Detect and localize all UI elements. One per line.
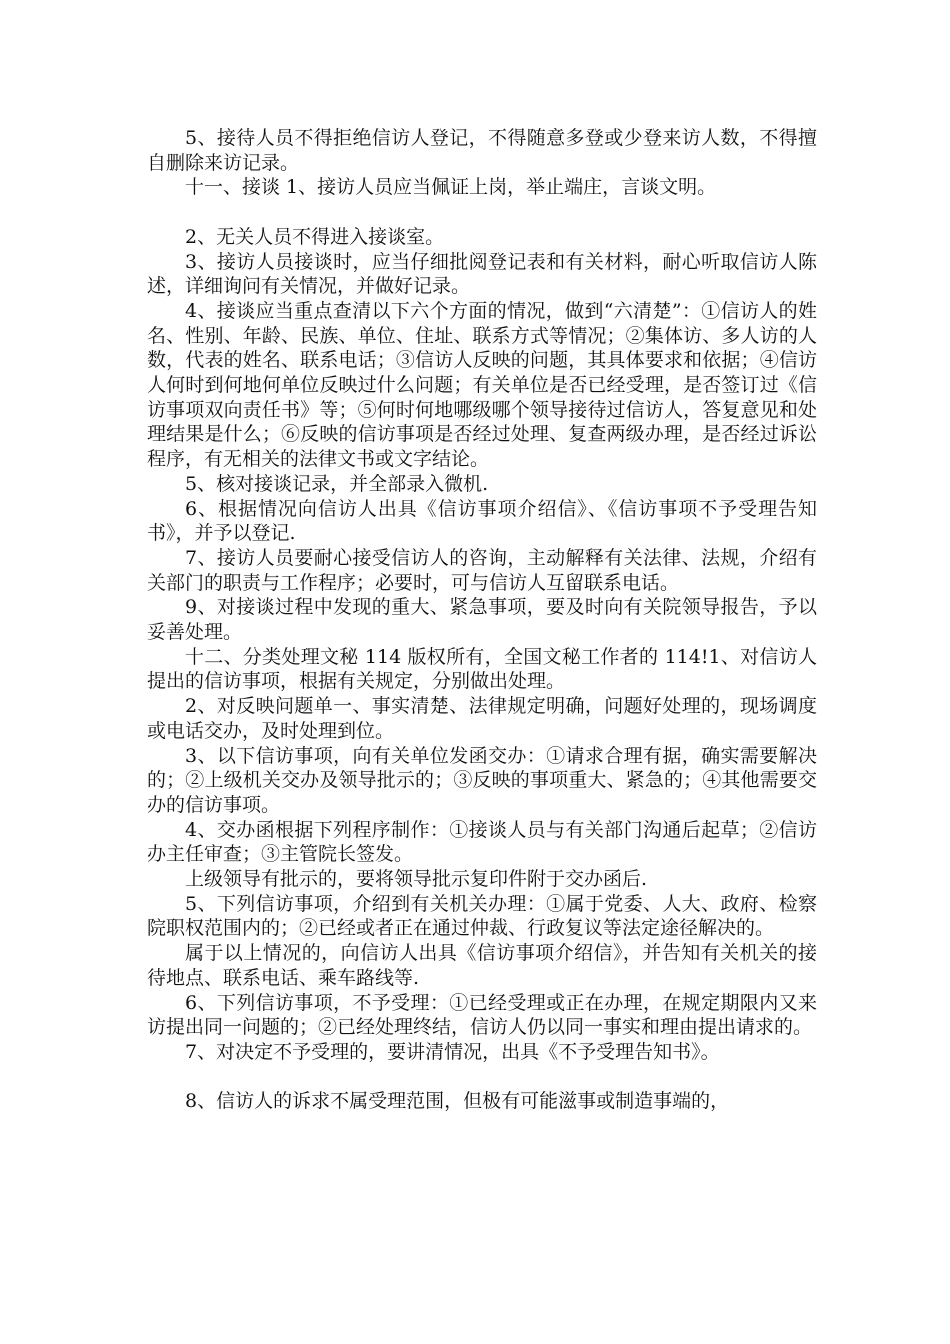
paragraph: 6、根据情况向信访人出具《信访事项介绍信》、《信访事项不予受理告知书》，并予以登记. [147,497,817,545]
paragraph: 十二、分类处理文秘 114 版权所有，全国文秘工作者的 114!1、对信访人提出的信访事项，根据有关规定，分别做出处理。 [147,645,817,693]
paragraph: 6、下列信访事项，不予受理：①已经受理或正在办理，在规定期限内又来访提出同一问题的；②已经处理终结，信访人仍以同一事实和理由提出请求的。 [147,991,817,1039]
paragraph: 上级领导有批示的，要将领导批示复印件附于交办函后. [185,868,648,891]
paragraph: 8、信访人的诉求不属受理范围，但极有可能滋事或制造事端的， [185,1090,730,1113]
paragraph: 3、接访人员接谈时，应当仔细批阅登记表和有关材料，耐心听取信访人陈述，详细询问有关情况，并做好记录。 [147,250,817,298]
document-body [147,126,817,1114]
paragraph: 4、接谈应当重点查清以下六个方面的情况，做到“六清楚”：①信访人的姓名、性别、年龄、民族、单位、住址、联系方式等情况；②集体访、多人访的人数，代表的姓名、联系电话；③信访人反映的问题，其具体要求和依据；④信访人何时到何地何单位反映过什么问题；有关单位是否已经受理，是否签订过《信访事项双向责任书》等；⑤何时何地哪级哪个领导接待过信访人，答复意见和处理结果是什么；⑥反映的信访事项是否经过处理、复查两级办理，是否经过诉讼程序，有无相关的法律文书或文字结论。 [147,299,817,471]
paragraph: 属于以上情况的，向信访人出具《信访事项介绍信》，并告知有关机关的接待地点、联系电话、乘车路线等. [147,942,817,989]
paragraph: 3、以下信访事项，向有关单位发函交办：①请求合理有据，确实需要解决的；②上级机关交办及领导批示的；③反映的事项重大、紧急的；④其他需要交办的信访事项。 [147,744,817,816]
paragraph: 5、核对接谈记录，并全部录入微机. [185,472,489,495]
paragraph: 5、下列信访事项，介绍到有关机关办理：①属于党委、人大、政府、检察院职权范围内的；②已经或者正在通过仲裁、行政复议等法定途径解决的。 [147,892,817,940]
paragraph: 十一、接谈 1、接访人员应当佩证上岗，举止端庄，言谈文明。 [185,176,717,199]
paragraph: 4、交办函根据下列程序制作：①接谈人员与有关部门沟通后起草；②信访办主任审查；③主管院长签发。 [147,818,817,866]
paragraph: 7、对决定不予受理的，要讲清情况，出具《不予受理告知书》。 [185,1041,720,1063]
paragraph: 2、对反映问题单一、事实清楚、法律规定明确，问题好处理的，现场调度或电话交办，及时处理到位。 [147,695,817,742]
paragraph: 7、接访人员要耐心接受信访人的咨询，主动解释有关法律、法规，介绍有关部门的职责与工作程序；必要时，可与信访人互留联系电话。 [147,546,817,594]
paragraph: 9、对接谈过程中发现的重大、紧急事项，要及时向有关院领导报告，予以妥善处理。 [147,596,817,644]
paragraph: 2、无关人员不得进入接谈室。 [185,225,445,248]
paragraph: 5、接待人员不得拒绝信访人登记，不得随意多登或少登来访人数，不得擅自删除来访记录。 [147,127,817,174]
